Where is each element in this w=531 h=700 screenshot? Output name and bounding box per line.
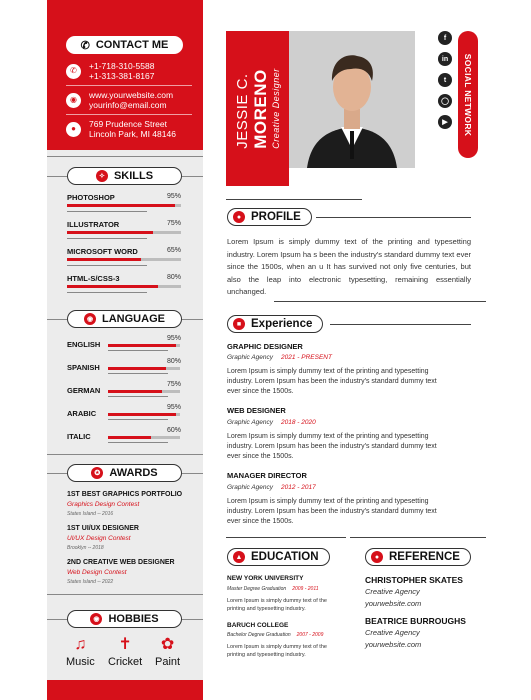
twitter-icon[interactable]: t bbox=[438, 73, 452, 87]
divider bbox=[47, 319, 67, 320]
skill-bar-fill bbox=[67, 204, 175, 207]
education-description: Lorem Ipsum is simply dummy text of the printing and typesetting industry. bbox=[227, 598, 327, 612]
address-line-2: Lincoln Park, MI 48146 bbox=[89, 129, 176, 139]
divider bbox=[66, 114, 192, 115]
divider bbox=[47, 156, 203, 157]
job-meta: Graphic Agency 2012 - 2017 bbox=[227, 484, 316, 491]
reference-icon: ● bbox=[371, 551, 383, 563]
award-title: 1ST UI/UX DESIGNER bbox=[67, 525, 139, 532]
language-heading: ◉ LANGUAGE bbox=[67, 310, 182, 328]
language-percent: 80% bbox=[167, 358, 182, 365]
skill-bar bbox=[67, 258, 181, 261]
language-label: ENGLISH bbox=[67, 340, 101, 349]
reference-company: Creative Agency bbox=[365, 628, 420, 637]
location-icon: ● bbox=[66, 122, 81, 137]
hobbies-icon: ◉ bbox=[90, 613, 102, 625]
award-meta: Brooklyn -- 2018 bbox=[67, 545, 104, 551]
instagram-icon[interactable]: ◯ bbox=[438, 94, 452, 108]
award-contest: Graphics Design Contest bbox=[67, 501, 140, 508]
phone-number-1[interactable]: +1-718-310-5588 bbox=[89, 61, 155, 71]
divider bbox=[108, 350, 168, 351]
skill-label: HTML-S/CSS-3 bbox=[67, 274, 120, 283]
reference-website[interactable]: yourwebsite.com bbox=[365, 640, 422, 649]
language-bar-fill bbox=[108, 367, 166, 370]
phone-ring-icon: ✆ bbox=[80, 39, 90, 52]
last-name: MORENO bbox=[251, 69, 270, 149]
skills-heading: ✧ SKILLS bbox=[67, 167, 182, 185]
divider bbox=[47, 473, 67, 474]
social-network-label: SOCIAL NETWORK bbox=[463, 53, 473, 136]
degree-meta: Master Degree Graduation 2009 - 2011 bbox=[227, 586, 319, 592]
profile-heading: ● PROFILE bbox=[227, 208, 312, 226]
divider bbox=[316, 217, 471, 218]
reference-company: Creative Agency bbox=[365, 587, 420, 596]
divider bbox=[47, 176, 67, 177]
job-description: Lorem Ipsum is simply dummy text of the printing and typesetting industry. Lorem Ipsum has been the industry's standard dummy text ever since the 1500s. bbox=[227, 433, 437, 460]
divider bbox=[274, 301, 486, 302]
award-meta: States Island -- 2022 bbox=[67, 579, 114, 585]
skill-percent: 80% bbox=[167, 274, 182, 281]
awards-icon: ✪ bbox=[91, 467, 103, 479]
award-contest: UI/UX Design Contest bbox=[67, 535, 131, 542]
divider bbox=[108, 442, 168, 443]
reference-name: BEATRICE BURROUGHS bbox=[365, 616, 466, 626]
language-bar-fill bbox=[108, 390, 162, 393]
degree-meta: Bachelor Degree Graduation 2007 - 2009 bbox=[227, 632, 324, 638]
profile-icon: ● bbox=[233, 211, 245, 223]
award-title: 1ST BEST GRAPHICS PORTFOLIO bbox=[67, 491, 183, 498]
divider bbox=[67, 238, 147, 239]
language-label: ITALIC bbox=[67, 432, 91, 441]
contact-phone-row bbox=[66, 61, 154, 81]
divider bbox=[108, 396, 168, 397]
language-bar bbox=[108, 390, 180, 393]
divider bbox=[108, 419, 168, 420]
language-percent: 95% bbox=[167, 404, 182, 411]
job-title: WEB DESIGNER bbox=[227, 406, 286, 415]
language-percent: 95% bbox=[167, 335, 182, 342]
divider bbox=[182, 176, 203, 177]
hobby-music: ♫ Music bbox=[66, 636, 95, 668]
language-label: ARABIC bbox=[67, 409, 97, 418]
portrait-illustration bbox=[289, 31, 415, 168]
profile-photo bbox=[289, 31, 415, 168]
divider bbox=[67, 292, 147, 293]
skill-bar-fill bbox=[67, 258, 141, 261]
language-percent: 75% bbox=[167, 381, 182, 388]
skill-bar-fill bbox=[67, 285, 158, 288]
skill-bar bbox=[67, 285, 181, 288]
divider bbox=[108, 373, 168, 374]
skill-bar-fill bbox=[67, 231, 153, 234]
divider bbox=[67, 211, 147, 212]
language-bar-fill bbox=[108, 436, 151, 439]
skill-percent: 95% bbox=[167, 193, 182, 200]
language-bar bbox=[108, 344, 180, 347]
job-role: Creative Designer bbox=[271, 68, 281, 149]
music-icon: ♫ bbox=[74, 636, 87, 653]
divider bbox=[47, 619, 67, 620]
divider bbox=[226, 537, 346, 538]
address-line-1: 769 Prudence Street bbox=[89, 119, 167, 129]
phone-icon: ✆ bbox=[66, 64, 81, 79]
school-name: NEW YORK UNIVERSITY bbox=[227, 575, 304, 582]
linkedin-icon[interactable]: in bbox=[438, 52, 452, 66]
skill-label: ILLUSTRATOR bbox=[67, 220, 120, 229]
contact-heading: ✆ CONTACT ME bbox=[66, 36, 183, 54]
language-percent: 60% bbox=[167, 427, 182, 434]
skill-percent: 65% bbox=[167, 247, 182, 254]
skills-icon: ✧ bbox=[96, 170, 108, 182]
sidebar-footer-band bbox=[47, 680, 203, 700]
language-bar-fill bbox=[108, 344, 176, 347]
skill-bar bbox=[67, 204, 181, 207]
school-name: BARUCH COLLEGE bbox=[227, 622, 289, 629]
skill-percent: 75% bbox=[167, 220, 182, 227]
education-icon: ▲ bbox=[233, 551, 245, 563]
language-bar bbox=[108, 367, 180, 370]
language-label: SPANISH bbox=[67, 363, 100, 372]
language-bar-fill bbox=[108, 413, 176, 416]
divider bbox=[182, 319, 203, 320]
hobby-cricket: ✝ Cricket bbox=[108, 636, 143, 668]
web-icon: ◉ bbox=[66, 93, 81, 108]
award-meta: States Island -- 2016 bbox=[67, 511, 114, 517]
job-description: Lorem Ipsum is simply dummy text of the printing and typesetting industry. Lorem Ipsum has been the industry's standard dummy text ever since the 1500s. bbox=[227, 368, 437, 395]
job-meta: Graphic Agency 2021 - PRESENT bbox=[227, 354, 332, 361]
hobby-paint: ✿ Paint bbox=[155, 636, 181, 668]
job-description: Lorem Ipsum is simply dummy text of the printing and typesetting industry. Lorem Ipsum has been the industry's standard dummy text ever since the 1500s. bbox=[227, 498, 437, 525]
language-icon: ◉ bbox=[84, 313, 96, 325]
divider bbox=[182, 619, 203, 620]
award-title: 2ND CREATIVE WEB DESIGNER bbox=[67, 559, 175, 566]
website-link[interactable]: www.yourwebsite.com bbox=[89, 90, 174, 100]
reference-name: CHRISTOPHER SKATES bbox=[365, 575, 463, 585]
divider bbox=[330, 324, 471, 325]
awards-heading: ✪ AWARDS bbox=[67, 464, 182, 482]
divider bbox=[47, 594, 203, 595]
divider bbox=[66, 85, 192, 86]
job-meta: Graphic Agency 2018 - 2020 bbox=[227, 419, 316, 426]
name-block bbox=[226, 31, 289, 186]
language-bar bbox=[108, 436, 180, 439]
facebook-icon[interactable]: f bbox=[438, 31, 452, 45]
divider bbox=[182, 473, 203, 474]
first-name: JESSIE C. bbox=[234, 73, 251, 149]
hobbies-heading: ◉ HOBBIES bbox=[67, 610, 182, 628]
profile-summary: Lorem Ipsum is simply dummy text of the printing and typesetting industry. Lorem Ipsum ha s been the industry's standard dummy text ever since the 1500s, when an u It has survived not only five centuries, but also the leap into electronic typesetting, remaining essentially unchanged. bbox=[227, 237, 471, 296]
award-contest: Web Design Contest bbox=[67, 569, 127, 576]
experience-heading: ■ Experience bbox=[227, 315, 323, 333]
job-title: MANAGER DIRECTOR bbox=[227, 471, 307, 480]
reference-website[interactable]: yourwebsite.com bbox=[365, 599, 422, 608]
contact-address-row bbox=[66, 119, 176, 139]
reference-heading: ● REFERENCE bbox=[365, 548, 471, 566]
palette-icon: ✿ bbox=[160, 636, 175, 653]
language-bar bbox=[108, 413, 180, 416]
youtube-icon[interactable]: ▶ bbox=[438, 115, 452, 129]
divider bbox=[67, 265, 147, 266]
experience-icon: ■ bbox=[233, 318, 245, 330]
phone-number-2[interactable]: +1-313-381-8167 bbox=[89, 71, 155, 81]
cricket-icon: ✝ bbox=[118, 636, 132, 653]
divider bbox=[47, 454, 203, 455]
skill-bar bbox=[67, 231, 181, 234]
email-link[interactable]: yourinfo@email.com bbox=[89, 100, 167, 110]
social-icons bbox=[438, 31, 452, 129]
education-heading: ▲ EDUCATION bbox=[227, 548, 330, 566]
contact-web-row bbox=[66, 90, 173, 110]
skill-label: MICROSOFT WORD bbox=[67, 247, 138, 256]
divider bbox=[226, 199, 362, 200]
job-title: GRAPHIC DESIGNER bbox=[227, 342, 303, 351]
divider bbox=[350, 537, 486, 538]
language-label: GERMAN bbox=[67, 386, 101, 395]
education-description: Lorem Ipsum is simply dummy text of the printing and typesetting industry. bbox=[227, 644, 327, 658]
skill-label: PHOTOSHOP bbox=[67, 193, 115, 202]
